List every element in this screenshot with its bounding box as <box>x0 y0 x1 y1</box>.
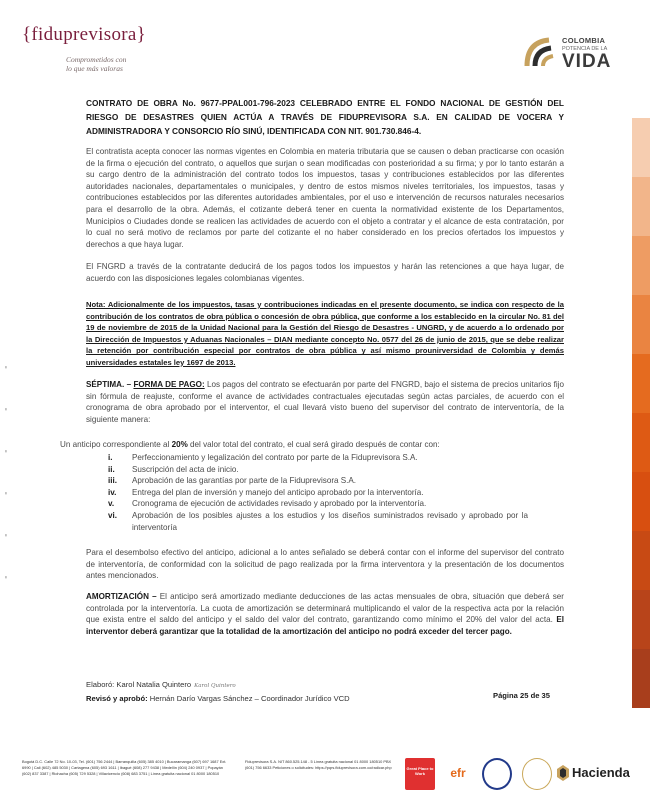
advance-intro <box>60 439 560 451</box>
strip-mark: ▮ <box>4 407 8 411</box>
amortization-label: AMORTIZACIÓN – <box>86 592 157 601</box>
list-item-text: Entrega del plan de inversión y manejo del anticipo aprobado por la interventoría. <box>132 487 424 497</box>
list-item-text: Cronograma de ejecución de actividades revisado y aprobado por la interventoría. <box>132 499 427 509</box>
hacienda-emblem-icon <box>556 765 570 781</box>
colombia-emblem-icon <box>523 36 557 70</box>
list-item <box>108 452 528 464</box>
amortization-text: El anticipo será amortizado mediante deducciones de las actas mensuales de obra, situación que deberá ser controlada por la interventoría. La cuota de amortización se determinará multiplicando el valor de la respectiva acta por la relación que exista entre el saldo del anticipo y el saldo del valor del contrato, garantizando como mínimo el 20% del valor del acta. <box>86 592 564 625</box>
reviewed-by <box>86 693 350 705</box>
page-number: Página 25 de 35 <box>493 691 550 700</box>
advance-intro-2: del valor total del contrato, el cual será girado después de contar con: <box>187 440 440 449</box>
reviewed-name: Hernán Darío Vargas Sánchez – Coordinador Jurídico VCD <box>147 693 350 703</box>
colombia-potencia-logo <box>523 34 635 74</box>
fiduprevisora-tagline <box>66 56 146 73</box>
side-bar-segment <box>632 177 650 236</box>
colombia-line-2: POTENCIA DE LA <box>562 46 608 52</box>
document-signoff <box>86 679 350 704</box>
list-item <box>108 510 528 533</box>
left-margin-strip <box>4 365 10 705</box>
amortization-bold: El interventor deberá garantizar que la totalidad de la amortización del anticipo no podrá exceder del tercer pago. <box>86 615 564 636</box>
great-place-to-work-badge: Great Place to Work <box>405 758 435 790</box>
list-item-number: v. <box>108 499 115 509</box>
side-bar-segment <box>632 236 650 295</box>
advance-percent: 20% <box>171 440 188 449</box>
list-item-number: iii. <box>108 476 117 486</box>
side-bar-segment <box>632 531 650 590</box>
list-item-number: ii. <box>108 464 115 474</box>
list-item-number: vi. <box>108 510 117 520</box>
page-footer <box>0 755 650 797</box>
hacienda-logo <box>556 765 630 786</box>
fiduprevisora-tagline-line-2: lo que más valoras <box>66 63 123 73</box>
side-bar-segment <box>632 118 650 177</box>
side-bar-segment <box>632 590 650 649</box>
paragraph-tax-obligations: El contratista acepta conocer las normas vigentes en Colombia en materia tributaria que se causen o deban practicarse con ocasión de la firma o ejecución del contrato, o aquellos que surjan o sean modificadas con posterioridad a su firma; y por lo tanto estarán a su cargo dentro de la administración del contrato todos los impuestos, tasas y contribuciones establecidos por las diferentes autoridades nacionales, departamentales o municipales, y dentro de estos mismos niveles territoriales, los impuestos, tasas y contribuciones establecidos por las diferentes autoridades ambientales, por el uso e intervención de recursos naturales necesarios para el desarrollo de la obra. Además, el cotizante deberá tener en cuenta la normatividad existente de los Departamentos, Municipios o Ciudades donde se realicen las actividades de acuerdo con el objeto a contratar y el alcance de esta contratación, por lo cual no será motivo de reclamos por parte del cotizante el no haber considerado en los precios ofertados los impuestos y derechos a que haya lugar. <box>86 147 564 249</box>
list-item-text: Perfeccionamiento y legalización del contrato por parte de la Fiduprevisora S.A. <box>132 453 418 462</box>
colombia-line-3: VIDA <box>562 51 612 72</box>
list-item-number: iv. <box>108 487 117 497</box>
contract-title: CONTRATO DE OBRA No. 9677-PPAL001-796-2023 CELEBRADO ENTRE EL FONDO NACIONAL DE GESTIÓN DEL RIESGO DE DESASTRES QUIEN ACTÚA A TRAVÉS DE FIDUPREVISORA S.A. EN CALIDAD DE VOCERA Y ADMINISTRADORA Y CONSORCIO RÍO SINÚ, IDENTIFICADA CON NIT. 901.730.846-4. <box>86 98 564 136</box>
clause-seventh-payment <box>86 379 564 425</box>
paragraph-note: Nota: Adicionalmente de los impuestos, tasas y contribuciones indicadas en el presente documento, se indica con respecto de la contribución de los contratos de obra pública o concesión de obra pública, que conforme a los establecido en la circular No. 81 del 19 de noviembre de 2015 de la Unidad Nacional para la Gestión del Riesgo de Desastres - UNGRD, y de acuerdo a lo ordenado por la Dirección de Impuestos y Aduanas Nacionales – DIAN mediante concepto No. 0577 del 26 de junio de 2015, que se debe realizar la retención por contribución especial por contratos de obra pública y así mismo prounirversidad de Colombia y demás universidades estatales ley 1697 de 2013. <box>86 300 564 367</box>
list-item <box>108 498 528 510</box>
colombia-line-1: COLOMBIA <box>562 36 606 45</box>
fiduprevisora-logo <box>22 24 146 73</box>
side-bar-segment <box>632 295 650 354</box>
prepared-initials: Karol Quintero <box>194 683 236 689</box>
side-bar-segment <box>632 354 650 413</box>
list-item <box>108 487 528 499</box>
clause-amortization <box>86 591 564 637</box>
prepared-by <box>86 679 350 693</box>
list-item-text: Aprobación de las garantías por parte de la Fiduprevisora S.A. <box>132 476 357 486</box>
list-item-text: Aprobación de los posibles ajustes a los estudios y los diseños suministrados revisado y aprobado por la interventoría <box>132 510 528 532</box>
side-bar-segment <box>632 649 650 708</box>
side-color-bar <box>632 118 650 708</box>
clause-7-heading: FORMA DE PAGO: <box>133 380 205 389</box>
fiduprevisora-tagline-line-1: Comprometidos con <box>66 55 127 64</box>
efr-badge: efr <box>450 766 466 780</box>
certification-seal-icon <box>482 758 512 790</box>
government-seal-icon <box>522 758 552 790</box>
strip-mark: ▮ <box>4 491 8 495</box>
prepared-name: Karol Natalia Quintero <box>114 680 192 689</box>
strip-mark: ▮ <box>4 449 8 453</box>
list-item-number: i. <box>108 453 113 462</box>
strip-mark: ▮ <box>4 533 8 537</box>
clause-7-label: SÉPTIMA. – <box>86 380 132 389</box>
side-bar-segment <box>632 472 650 531</box>
reviewed-label: Revisó y aprobó: <box>86 693 148 703</box>
fiduprevisora-name: {fiduprevisora} <box>22 24 147 45</box>
hacienda-text: Hacienda <box>572 765 630 780</box>
prepared-label: Elaboró: <box>86 680 115 689</box>
clause-7-text: Los pagos del contrato se efectuarán por parte del FNGRD, bajo el sistema de precios unitarios fijo sin fórmula de reajuste, conforme el avance de actividades contractuales ejecutadas según actas parciales, de acuerdo con el cronograma de obra aprobado por el interventor, el cual llevará visto bueno del supervisor del contrato de interventoría, de la siguiente manera: <box>86 380 565 424</box>
footer-nit-info: Fiduprevisora S.A. NIT 860.525.148 - 5 Línea gratuita nacional 01 8000 180510 PBX (601) 756 6633 Peticiones o solicitudes: https://pqrs.fiduprevisora.com.co/radicar.php <box>245 759 392 770</box>
paragraph-disbursement: Para el desembolso efectivo del anticipo, adicional a lo antes señalado se deberá contar con el informe del supervisor del contrato de interventoría, de conformidad con la solicitud de pago realizada por la firma interventora y la presentación de los documentos antes mencionados. <box>86 548 564 581</box>
side-bar-segment <box>632 413 650 472</box>
list-item <box>108 475 528 487</box>
advance-intro-1: Un anticipo correspondiente al <box>60 440 172 449</box>
list-item <box>108 464 528 476</box>
footer-addresses: Bogotá D.C. Calle 72 No. 10-03, Tel. (601) 756 2444 | Barranquilla (605) 385 4010 | Bucaramanga (607) 697 1687 Ext. 6990 | Cali (602) 485 5030 | Cartagena (605) 693 1611 | Ibagué (608) 277 9438 | Medellín (604) 240 0937 | Popayán (602) 837 3387 | Riohacha (605) 729 5328 | Villavicencio (608) 683 3751 | Línea gratuita nacional 01 8000 180510 <box>22 759 227 776</box>
strip-mark: ▮ <box>4 575 8 579</box>
strip-mark: ▮ <box>4 365 8 369</box>
advance-requirements-list <box>108 452 528 533</box>
list-item-text: Suscripción del acta de inicio. <box>132 464 239 474</box>
paragraph-deductions: El FNGRD a través de la contratante deducirá de los pagos todos los impuestos y harán las retenciones a que haya lugar, de acuerdo con las disposiciones legales colombianas vigentes. <box>86 262 564 283</box>
